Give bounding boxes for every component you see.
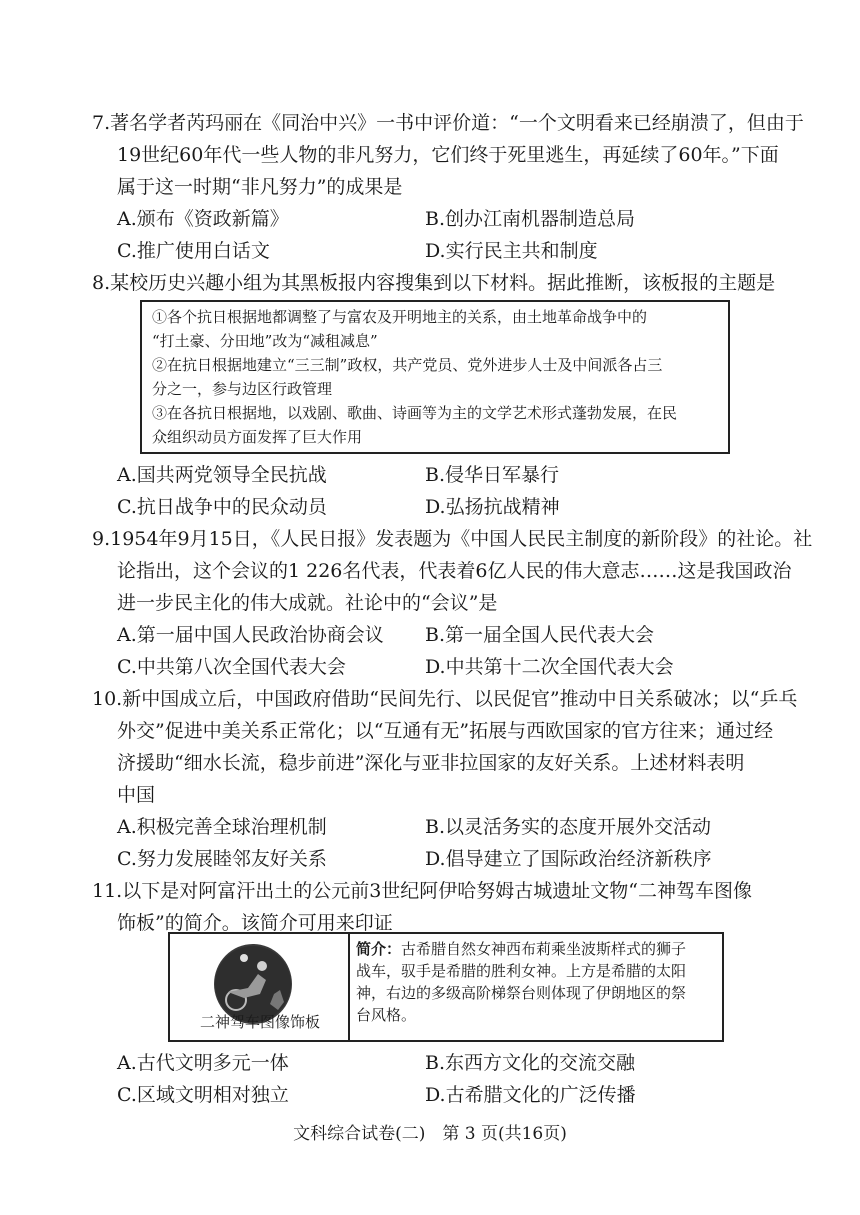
q10-stem-line-3: 济援助“细水长流，稳步前进”深化与亚非拉国家的友好关系。上述材料表明 <box>117 752 745 774</box>
q10-option-b[interactable]: B.以灵活务实的态度开展外交活动 <box>425 816 712 838</box>
q8-material-line-5: ③在各抗日根据地，以戏剧、歌曲、诗画等为主的文学艺术形式蓬勃发展，在民 <box>152 404 678 422</box>
q11-stem-line-2: 饰板”的简介。该简介可用来印证 <box>117 912 393 934</box>
q10-stem-line-4: 中国 <box>117 784 156 806</box>
intro-label: 简介： <box>356 940 402 958</box>
q11-stem-line-1: 11.以下是对阿富汗出土的公元前3世纪阿伊哈努姆古城遗址文物“二神驾车图像 <box>92 880 753 902</box>
q7-stem-line-3: 属于这一时期“非凡努力”的成果是 <box>117 176 403 198</box>
q8-option-c[interactable]: C.抗日战争中的民众动员 <box>117 496 327 518</box>
artifact-image-cell <box>170 934 350 1040</box>
q7-option-a[interactable]: A.颁布《资政新篇》 <box>117 208 289 230</box>
artifact-caption: 二神驾车图像饰板 <box>199 1013 320 1031</box>
artifact-intro <box>356 938 686 1026</box>
page-footer: 文科综合试卷(二) 第 3 页(共16页) <box>293 1124 567 1144</box>
q9-option-b[interactable]: B.第一届全国人民代表大会 <box>425 624 655 646</box>
q10-stem-line-1: 10.新中国成立后，中国政府借助“民间先行、以民促官”推动中日关系破冰；以“乒乓 <box>92 688 798 710</box>
q8-material-box <box>140 300 730 454</box>
intro-line-4: 台风格。 <box>356 1006 417 1024</box>
q8-material-line-4: 分之一，参与边区行政管理 <box>152 380 333 398</box>
q11-option-c[interactable]: C.区域文明相对独立 <box>117 1084 289 1106</box>
q10-stem-line-2: 外交”促进中美关系正常化；以“互通有无”拓展与西欧国家的官方往来；通过经 <box>117 720 774 742</box>
q8-option-d[interactable]: D.弘扬抗战精神 <box>425 496 560 518</box>
q9-option-c[interactable]: C.中共第八次全国代表大会 <box>117 656 346 678</box>
q8-material-line-6: 众组织动员方面发挥了巨大作用 <box>152 428 363 446</box>
q10-option-d[interactable]: D.倡导建立了国际政治经济新秩序 <box>425 848 712 870</box>
q11-option-b[interactable]: B.东西方文化的交流交融 <box>425 1052 636 1074</box>
q10-option-c[interactable]: C.努力发展睦邻友好关系 <box>117 848 327 870</box>
q9-stem-line-3: 进一步民主化的伟大成就。社论中的“会议”是 <box>117 592 498 614</box>
q8-option-a[interactable]: A.国共两党领导全民抗战 <box>117 464 327 486</box>
q11-option-d[interactable]: D.古希腊文化的广泛传播 <box>425 1084 636 1106</box>
intro-line-1: 古希腊自然女神西布莉乘坐波斯样式的狮子 <box>401 940 687 958</box>
q8-material-line-3: ②在抗日根据地建立“三三制”政权，共产党员、党外进步人士及中间派各占三 <box>152 356 663 374</box>
q7-stem-line-1: 7.著名学者芮玛丽在《同治中兴》一书中评价道：“一个文明看来已经崩溃了，但由于 <box>92 112 804 134</box>
q9-stem-line-2: 论指出，这个会议的1 226名代表，代表着6亿人民的伟大意志……这是我国政治 <box>117 560 792 582</box>
q7-option-d[interactable]: D.实行民主共和制度 <box>425 240 598 262</box>
q8-stem-line-1: 8.某校历史兴趣小组为其黑板报内容搜集到以下材料。据此推断，该板报的主题是 <box>92 272 776 294</box>
q9-option-a[interactable]: A.第一届中国人民政治协商会议 <box>117 624 384 646</box>
q11-option-a[interactable]: A.古代文明多元一体 <box>117 1052 289 1074</box>
q8-material-line-1: ①各个抗日根据地都调整了与富农及开明地主的关系，由土地革命战争中的 <box>152 308 648 326</box>
q8-option-b[interactable]: B.侵华日军暴行 <box>425 464 560 486</box>
q7-stem-line-2: 19世纪60年代一些人物的非凡努力，它们终于死里逃生，再延续了60年。”下面 <box>117 144 779 166</box>
q11-artifact-table <box>168 932 724 1042</box>
q9-option-d[interactable]: D.中共第十二次全国代表大会 <box>425 656 674 678</box>
q10-option-a[interactable]: A.积极完善全球治理机制 <box>117 816 327 838</box>
q7-option-b[interactable]: B.创办江南机器制造总局 <box>425 208 636 230</box>
intro-line-3: 神，右边的多级高阶梯祭台则体现了伊朗地区的祭 <box>356 984 687 1002</box>
intro-line-2: 战车，驭手是希腊的胜利女神。上方是希腊的太阳 <box>356 962 687 980</box>
q7-option-c[interactable]: C.推广使用白话文 <box>117 240 270 262</box>
q9-stem-line-1: 9.1954年9月15日，《人民日报》发表题为《中国人民民主制度的新阶段》的社论。社 <box>92 528 813 550</box>
q8-material-line-2: “打土豪、分田地”改为“减租减息” <box>152 332 378 350</box>
